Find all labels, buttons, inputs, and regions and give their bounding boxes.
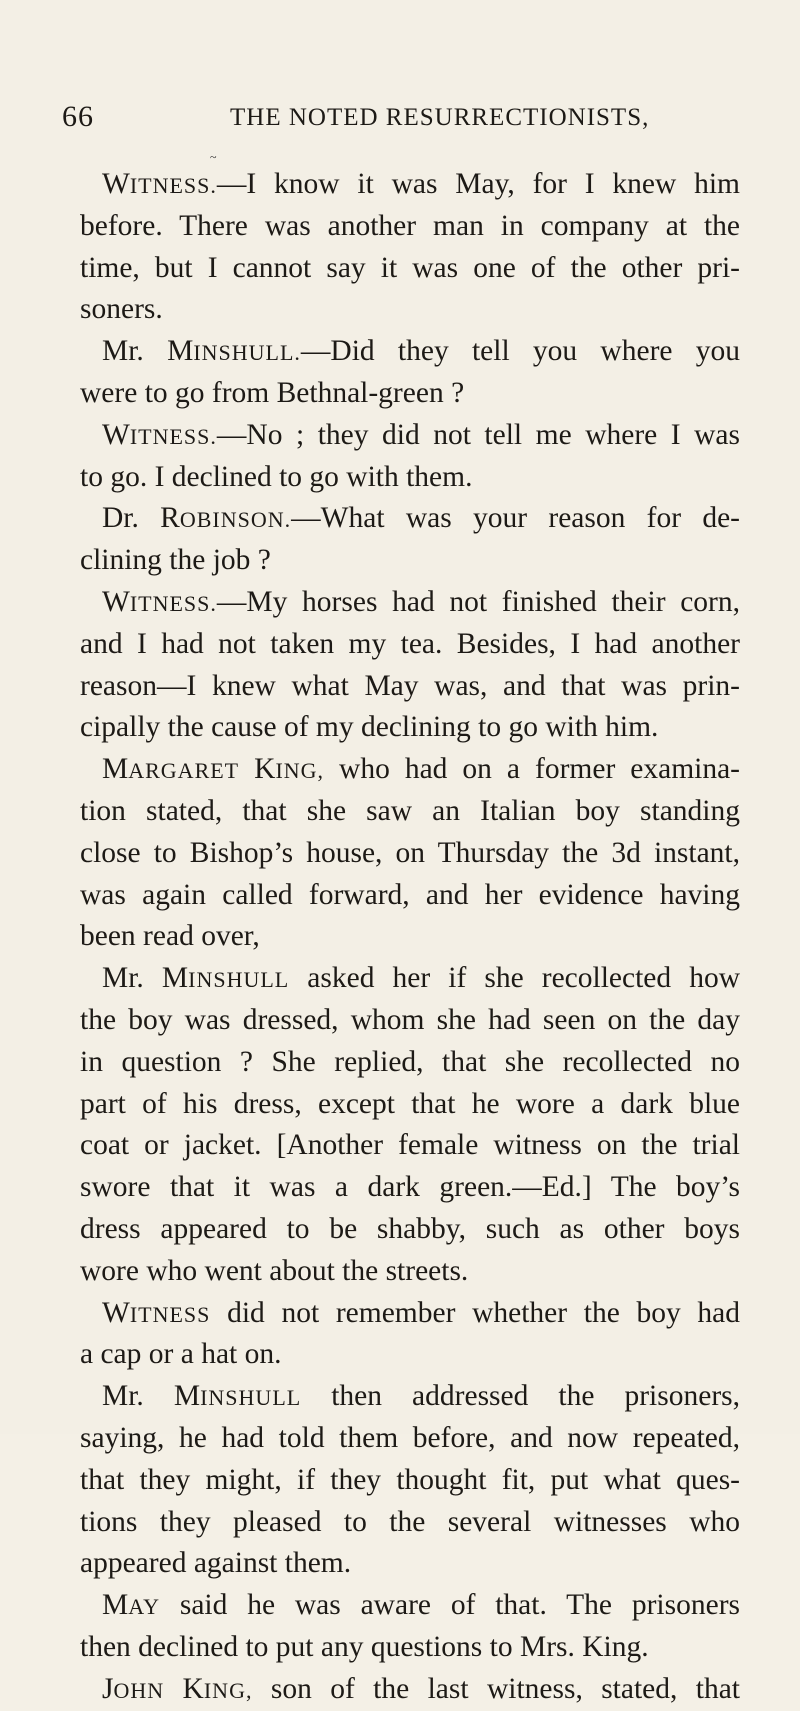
text-line [80, 415, 740, 457]
text-line [80, 1669, 740, 1711]
text-line [80, 875, 740, 917]
line-text: time, but I cannot say it was one of the other pri- [80, 251, 740, 284]
text-line [80, 1209, 740, 1251]
line-text: —Did they tell you where you [300, 335, 740, 368]
text-line [80, 958, 740, 1000]
text-line [80, 1251, 740, 1293]
line-text: asked her if she recollected how [289, 962, 740, 995]
line-text: —I know it was May, for I knew him [216, 168, 740, 200]
line-text: close to Bishop’s house, on Thursday the 3d instant, [80, 836, 740, 869]
line-text: clining the job ? [80, 544, 271, 577]
line-text: son of the last witness, stated, that [252, 1672, 741, 1705]
line-text: —No ; they did not tell me where I was [216, 418, 740, 451]
speaker-name: WITNESS. [102, 585, 217, 618]
line-text: a cap or a hat on. [80, 1338, 282, 1371]
line-text: appeared against them. [80, 1547, 352, 1580]
text-line [80, 624, 740, 666]
text-line [80, 707, 740, 749]
line-text: that they might, if they thought fit, put what ques- [80, 1463, 740, 1496]
text-line [80, 791, 740, 833]
page-header [62, 100, 742, 140]
text-line [80, 1418, 740, 1460]
line-text: in question ? She replied, that she recollected no [80, 1045, 740, 1078]
text-line [80, 1460, 740, 1502]
body-text [80, 164, 740, 1710]
line-text: coat or jacket. [Another female witness on the trial [80, 1129, 740, 1162]
text-line [80, 331, 740, 373]
line-text: tion stated, that she saw an Italian boy standing [80, 794, 740, 827]
speaker-name: MAY [102, 1589, 160, 1622]
text-line [80, 206, 740, 248]
text-line [80, 164, 740, 206]
line-text: tions they pleased to the several witnesses who [80, 1505, 740, 1538]
line-text: the boy was dressed, whom she had seen on the day [80, 1003, 740, 1036]
text-line [80, 1334, 740, 1376]
line-text: was again called forward, and her evidence having [80, 878, 740, 911]
speaker-name: WITNESS [102, 1296, 211, 1329]
line-text: to go. I declined to go with them. [80, 460, 473, 493]
text-line [80, 373, 740, 415]
line-text: cipally the cause of my declining to go with him. [80, 711, 659, 744]
line-text: reason—I knew what May was, and that was prin- [80, 669, 740, 702]
line-text: and I had not taken my tea. Besides, I had another [80, 627, 740, 660]
text-line [80, 1543, 740, 1585]
speaker-name: MARGARET KING, [102, 753, 325, 786]
speaker-name: WITNESS. [102, 168, 217, 200]
text-line [80, 540, 740, 582]
text-line [80, 457, 740, 499]
text-line [80, 916, 740, 958]
speaker-name: Mr. MINSHULL [102, 1380, 302, 1413]
line-text: been read over, [80, 920, 260, 953]
line-text: before. There was another man in company at the [80, 209, 740, 242]
line-text: soners. [80, 293, 163, 326]
text-line [80, 1167, 740, 1209]
line-text: then declined to put any questions to Mrs. King. [80, 1630, 649, 1663]
text-line [80, 1376, 740, 1418]
text-line [80, 1502, 740, 1544]
text-line [80, 666, 740, 708]
speaker-name: JOHN KING, [102, 1672, 253, 1705]
text-line [80, 1627, 740, 1669]
line-text: saying, he had told them before, and now repeated, [80, 1421, 740, 1454]
text-line [80, 1585, 740, 1627]
line-text: dress appeared to be shabby, such as other boys [80, 1212, 740, 1245]
line-text: were to go from Bethnal-green ? [80, 376, 465, 409]
text-line [80, 1000, 740, 1042]
text-line [80, 1293, 740, 1335]
line-text: swore that it was a dark green.—Ed.] The boy’s [80, 1171, 740, 1204]
text-line [80, 248, 740, 290]
line-text: wore who went about the streets. [80, 1254, 469, 1287]
line-text: who had on a former examina- [324, 753, 741, 786]
speaker-name: Mr. MINSHULL [102, 962, 290, 995]
page-number: 66 [62, 100, 94, 133]
line-text: —What was your reason for de- [291, 502, 741, 535]
text-line [80, 289, 740, 331]
speaker-name: Dr. ROBINSON. [102, 502, 292, 535]
ink-mark: ~ [210, 150, 217, 164]
running-head: THE NOTED RESURRECTIONISTS, [230, 104, 650, 131]
line-text: did not remember whether the boy had [210, 1296, 740, 1329]
speaker-name: WITNESS. [102, 418, 217, 451]
speaker-name: Mr. MINSHULL. [102, 335, 301, 368]
text-line [80, 1084, 740, 1126]
text-line [80, 498, 740, 540]
text-line [80, 582, 740, 624]
text-line [80, 749, 740, 791]
line-text: then addressed the prisoners, [301, 1380, 741, 1413]
line-text: —My horses had not finished their corn, [216, 585, 740, 618]
line-text: said he was aware of that. The prisoners [160, 1589, 740, 1622]
text-line [80, 1125, 740, 1167]
line-text: part of his dress, except that he wore a dark blue [80, 1087, 740, 1120]
text-line [80, 833, 740, 875]
text-line [80, 1042, 740, 1084]
